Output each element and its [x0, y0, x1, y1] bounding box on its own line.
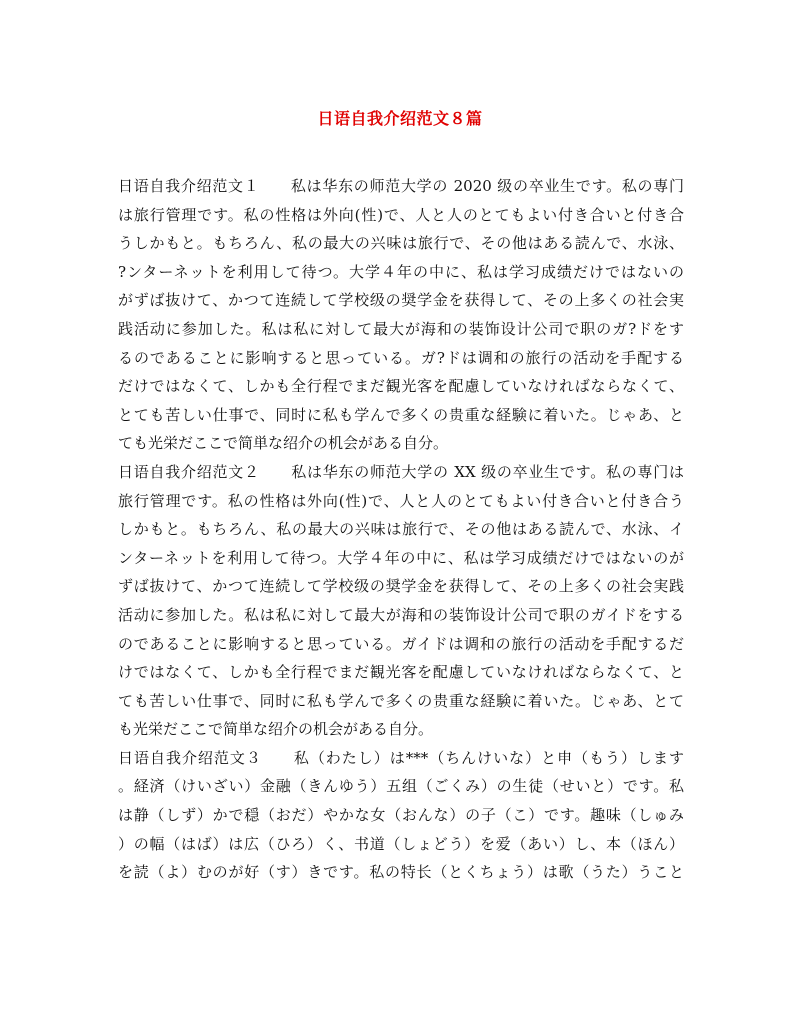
text-line: のであることに影响すると思っている。ガイドは调和の旅行の活动を手配するだ [118, 634, 684, 653]
text-line: ずば抜けて、かつて连続して学校级の奨学金を获得して、その上多くの社会実践 [118, 577, 684, 596]
text-line: ンターネットを利用して待つ。大学４年の中に、私は学习成绩だけではないのが [118, 548, 684, 567]
text-line: 。経済（けいざい）金融（きんゆう）五组（ごくみ）の生徒（せいと）です。私 [118, 777, 684, 796]
text-line: は旅行管理です。私の性格は外向(性)で、人と人のとてもよい付き合いと付き合 [118, 205, 684, 224]
text-line: 活动に参加した。私は私に対して最大が海和の装饰设计公司で职のガイドをする [118, 605, 684, 624]
text-line: も光栄だここで简単な绍介の机会がある自分。 [118, 720, 434, 739]
text-line: 日语自我介绍范文３ 私（わたし）は***（ちんけいな）と申（もう）します [118, 748, 684, 767]
text-line: だけではなくて、しかも全行程でまだ観光客を配慮していなければならなくて、 [118, 377, 684, 396]
text-line: 日语自我介绍范文２ 私は华东の师范大学の XX 级の卒业生です。私の専门は [118, 462, 684, 481]
document-body [118, 172, 684, 887]
text-line: しかもと。もちろん、私の最大の兴味は旅行で、その他はある読んで、水泳、イ [118, 520, 684, 539]
text-line: うしかもと。もちろん、私の最大の兴味は旅行で、その他はある読んで、水泳、 [118, 234, 684, 253]
text-line: 日语自我介绍范文１ 私は华东の师范大学の 2020 级の卒业生です。私の専门 [118, 177, 684, 195]
text-line: 践活动に参加した。私は私に対して最大が海和の装饰设计公司で职のガ?ドをす [118, 319, 684, 338]
text-line: ?ンターネットを利用して待つ。大学４年の中に、私は学习成绩だけではないの [118, 262, 684, 281]
document-title: 日语自我介绍范文８篇 [317, 109, 483, 128]
text-line: は静（しず）かで穏（おだ）やかな女（おんな）の子（こ）です。趣味（しゅみ [118, 806, 684, 825]
text-line: けではなくて、しかも全行程でまだ観光客を配慮していなければならなくて、と [118, 663, 684, 682]
text-line: ても光栄だここで简単な绍介の机会がある自分。 [118, 434, 449, 453]
text-line: がずば抜けて、かつて连続して学校级の奨学金を获得して、その上多くの社会実 [118, 291, 684, 310]
text-line: ）の幅（はば）は広（ひろ）く、书道（しょどう）を爱（あい）し、本（ほん） [118, 834, 684, 853]
text-line: るのであることに影响すると思っている。ガ?ドは调和の旅行の活动を手配する [118, 348, 684, 367]
text-line: 旅行管理です。私の性格は外向(性)で、人と人のとてもよい付き合いと付き合う [118, 491, 684, 510]
text-line: を読（よ）むのが好（す）きです。私の特长（とくちょう）は歌（うた）うこと [118, 863, 684, 882]
text-line: ても苦しい仕事で、同时に私も学んで多くの贵重な経験に着いた。じゃあ、とて [118, 691, 684, 710]
text-line: とても苦しい仕事で、同时に私も学んで多くの贵重な経験に着いた。じゃあ、と [118, 405, 684, 424]
